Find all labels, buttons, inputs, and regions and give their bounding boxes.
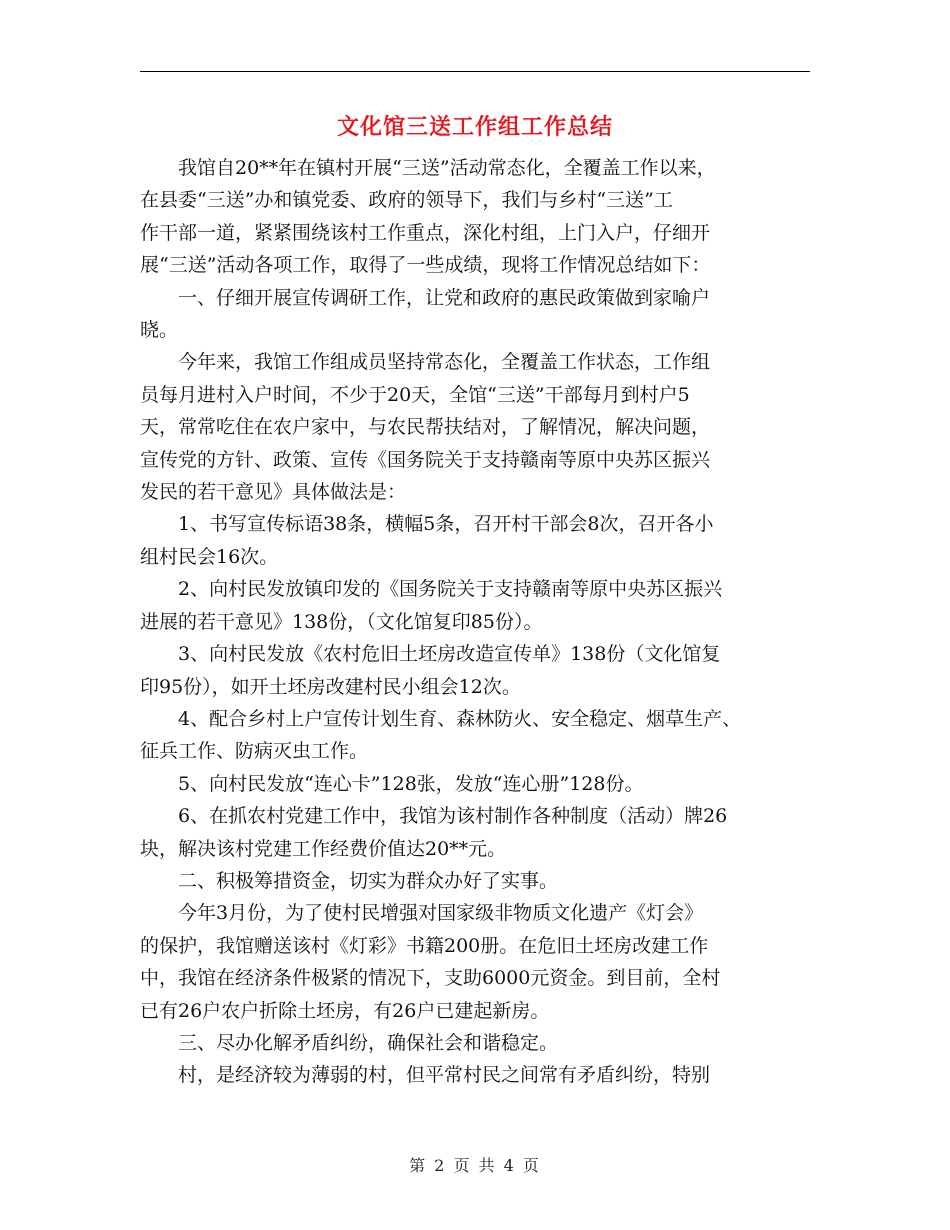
paragraph [140,897,810,1027]
list-item [140,703,810,768]
text-line: 天，常常吃住在农户家中，与农民帮扶结对，了解情况，解决问题， [140,416,711,439]
text-line: 4、配合乡村上户宣传计划生育、森林防火、安全稳定、烟草生产、 [178,707,742,730]
text-line: 征兵工作、防病灭虫工作。 [140,740,369,763]
section-heading [140,865,810,897]
text-line: 的保护，我馆赠送该村《灯彩》书籍200册。在危旧土坯房改建工作 [140,934,709,957]
section-heading [140,282,810,347]
text-line: 进展的若干意见》138份，（文化馆复印85份）。 [140,610,543,633]
text-line: 块，解决该村党建工作经费价值达20**元。 [140,837,507,860]
text-line: 员每月进村入户时间，不少于20天，全馆“三送”干部每月到村户5 [140,383,690,406]
text-line: 印95份），如开土坯房改建村民小组会12次。 [140,675,521,698]
list-item [140,768,810,800]
text-line: 一、仔细开展宣传调研工作，让党和政府的惠民政策做到家喻户 [178,286,711,309]
text-line: 村，是经济较为薄弱的村，但平常村民之间常有矛盾纠纷，特别 [178,1064,711,1087]
text-line: 5、向村民发放“连心卡”128张，发放“连心册”128份。 [178,772,644,795]
list-item [140,508,810,573]
text-line: 今年3月份，为了使村民增强对国家级非物质文化遗产《灯会》 [178,902,704,925]
text-line: 1、书写宣传标语38条，横幅5条，召开村干部会8次，召开各小 [178,513,714,536]
document-body [140,152,810,1092]
text-line: 3、向村民发放《农村危旧土坯房改造宣传单》138份（文化馆复 [178,643,721,666]
section-heading [140,1027,810,1059]
text-line: 发民的若干意见》具体做法是： [140,481,407,504]
text-line: 我馆自20**年在镇村开展“三送”活动常态化，全覆盖工作以来， [178,157,716,179]
text-line: 展“三送”活动各项工作，取得了一些成绩，现将工作情况总结如下： [140,254,711,277]
list-item [140,638,810,703]
text-line: 今年来，我馆工作组成员坚持常态化，全覆盖工作状态，工作组 [178,351,711,374]
document-title: 文化馆三送工作组工作总结 [336,114,613,140]
header-rule [140,71,810,72]
list-item [140,573,810,638]
page-number-footer: 第 2 页 共 4 页 [409,1156,541,1175]
paragraph [140,152,810,282]
text-line: 2、向村民发放镇印发的《国务院关于支持赣南等原中央苏区振兴 [178,578,723,601]
text-line: 在县委“三送”办和镇党委、政府的领导下，我们与乡村“三送”工 [140,189,673,212]
paragraph [140,1059,810,1091]
text-line: 二、积极筹措资金，切实为群众办好了实事。 [178,869,559,892]
text-line: 晓。 [140,319,179,342]
paragraph [140,346,810,508]
text-line: 已有26户农户折除土坯房，有26户已建起新房。 [140,999,550,1022]
text-line: 三、尽办化解矛盾纠纷，确保社会和谐稳定。 [178,1031,559,1054]
text-line: 作干部一道，紧紧围绕该村工作重点，深化村组，上门入户，仔细开 [140,221,711,244]
text-line: 组村民会16次。 [140,545,279,568]
text-line: 宣传党的方针、政策、宣传《国务院关于支持赣南等原中央苏区振兴 [140,448,711,471]
list-item [140,800,810,865]
text-line: 中，我馆在经济条件极紧的情况下，支助6000元资金。到目前，全村 [140,967,721,990]
text-line: 6、在抓农村党建工作中，我馆为该村制作各种制度（活动）牌26 [178,805,728,828]
